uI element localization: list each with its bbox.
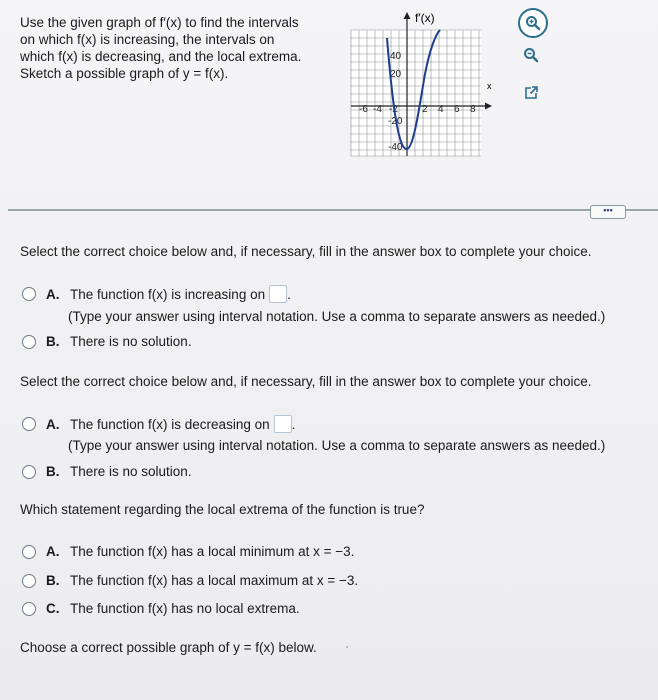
q1-option-a[interactable]: A. The function f(x) is increasing on . [22,285,291,303]
zoom-out-button[interactable] [518,42,544,68]
option-letter: A. [46,286,60,302]
option-text: The function f(x) has no local extrema. [70,601,300,616]
external-link-icon [523,85,539,101]
radio-button[interactable] [22,574,36,588]
zoom-out-icon [523,47,539,63]
option-text: The function f(x) is increasing on [70,286,266,302]
problem-line: Use the given graph of f′(x) to find the intervals [20,15,299,30]
open-new-window-button[interactable] [518,80,544,106]
y-tick-label: -20 [388,116,403,127]
problem-statement [20,14,320,82]
zoom-in-icon [525,15,541,31]
zoom-in-button[interactable] [518,8,548,38]
radio-button[interactable] [22,465,36,479]
x-tick-label: -2 [389,104,398,115]
radio-button[interactable] [22,335,36,349]
x-tick-label: 6 [454,104,460,115]
q2-option-b[interactable] [22,464,192,479]
radio-button[interactable] [22,287,36,301]
x-axis-arrow-icon [485,103,492,110]
problem-line: Sketch a possible graph of y = f(x). [20,66,229,81]
section-divider [8,209,658,211]
option-letter: A. [46,544,60,559]
x-tick-label: 4 [438,104,444,115]
x-tick-label: 8 [470,104,476,115]
problem-line: which f(x) is decreasing, and the local extrema. [20,49,302,64]
q1-option-b[interactable] [22,334,192,349]
question-3-prompt: Which statement regarding the local extrema of the function is true? [20,502,425,517]
q2-option-a[interactable]: A. The function f(x) is decreasing on . [22,415,295,433]
q3-option-a[interactable] [22,544,354,559]
option-letter: B. [46,464,60,479]
x-tick-label: -6 [359,104,368,115]
option-letter: C. [46,601,60,616]
option-text: The function f(x) has a local maximum at x = −3. [70,573,359,588]
question-1-prompt: Select the correct choice below and, if necessary, fill in the answer box to complete your choice. [20,244,592,259]
graph-plot-area [351,30,481,156]
question-2-prompt: Select the correct choice below and, if necessary, fill in the answer box to complete your choice. [20,374,592,389]
y-tick-label: 40 [390,51,402,62]
answer-input-box[interactable] [274,415,292,433]
option-text: There is no solution. [70,464,192,479]
y-axis-label: f′(x) [415,11,435,25]
option-text: The function f(x) is decreasing on [70,416,270,432]
y-tick-label: 20 [390,69,402,80]
q2-option-a-hint: (Type your answer using interval notation. Use a comma to separate answers as needed.) [68,438,606,453]
y-tick-label: -40 [388,142,403,153]
q3-option-c[interactable] [22,601,300,616]
derivative-graph [346,4,506,164]
problem-line: on which f(x) is increasing, the intervals on [20,32,275,47]
option-letter: B. [46,573,60,588]
x-tick-label: -4 [373,104,382,115]
option-letter: B. [46,334,60,349]
option-text: There is no solution. [70,334,192,349]
q1-option-a-hint: (Type your answer using interval notation. Use a comma to separate answers as needed.) [68,309,606,324]
x-axis-label: x [487,81,492,91]
option-text: The function f(x) has a local minimum at x = −3. [70,544,355,559]
question-4-prompt: Choose a correct possible graph of y = f(x) below. [20,640,317,655]
q3-option-b[interactable] [22,573,358,588]
x-tick-label: 2 [422,104,428,115]
more-options-button[interactable]: ••• [590,205,626,219]
radio-button[interactable] [22,545,36,559]
radio-button[interactable] [22,417,36,431]
y-axis-arrow-icon [404,12,411,19]
answer-input-box[interactable] [269,285,287,303]
option-letter: A. [46,416,60,432]
stray-dot [346,646,348,648]
radio-button[interactable] [22,602,36,616]
